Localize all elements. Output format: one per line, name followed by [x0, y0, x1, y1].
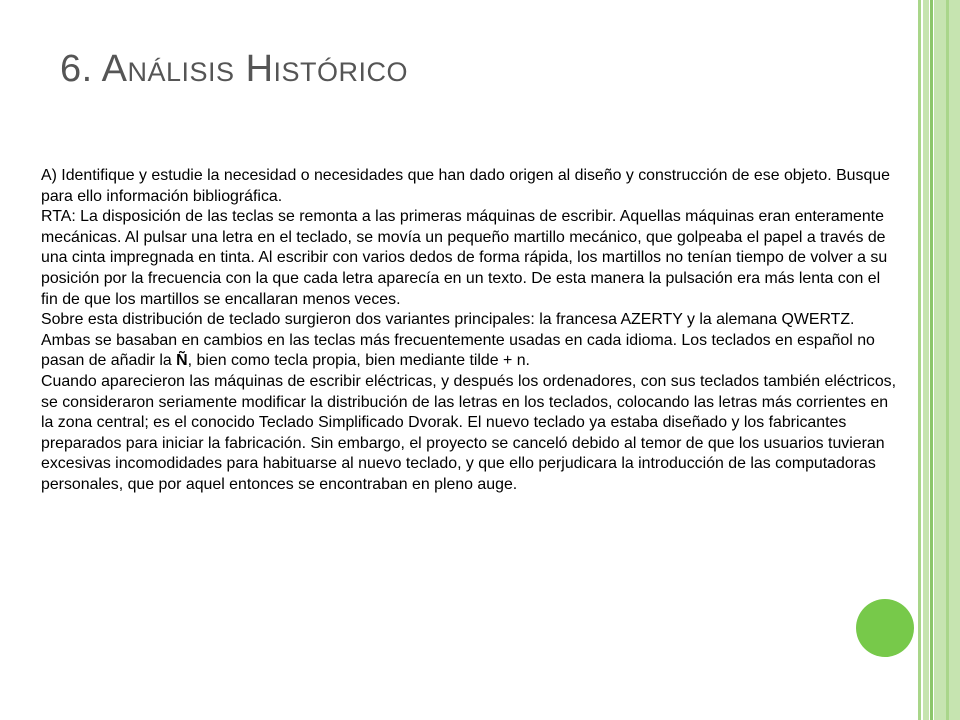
decorative-stripe [923, 0, 929, 720]
decorative-circle [856, 599, 914, 657]
answer-text: Sobre esta distribución de teclado surgieron dos variantes principales: la francesa AZERTY y la alemana QWERTZ. Ambas se basaban en cambios en las teclas más frecuentemente usadas en cada idioma. Los teclados en español no pasan de añadir la [41, 311, 875, 370]
decorative-stripe [930, 0, 933, 720]
answer-paragraph-dvorak: Cuando aparecieron las máquinas de escribir eléctricas, y después los ordenadores, con sus teclados también eléctricos, se consideraron seriamente modificar la distribución de las letras en los teclados, colocando las letras más corrientes en la zona central; es el conocido Teclado Simplificado Dvorak. El nuevo teclado ya estaba diseñado y los fabricantes preparados para iniciar la fabricación. Sin embargo, el proyecto se canceló debido al temor de que los usuarios tuvieran excesivas incomodidades para habituarse al nuevo teclado, y que ello perjudicara la introducción de las computadoras personales, que por aquel entonces se encontraban en pleno auge. [41, 372, 897, 493]
answer-paragraph: RTA: La disposición de las teclas se remonta a las primeras máquinas de escribir. Aquellas máquinas eran enteramente mecánicas. Al pulsar una letra en el teclado, se movía un pequeño martillo mecánico, que golpeaba el papel a través de una cinta impregnada en tinta. Al escribir con varios dedos de forma rápida, los martillos no tenían tiempo de volver a su posición por la frecuencia con la que cada letra aparecía en un texto. De esta manera la pulsación era más lenta con el fin de que los martillos se encallaran menos veces. [41, 208, 888, 308]
answer-text: , bien como tecla propia, bien mediante tilde + n. [187, 352, 530, 370]
answer-paragraph-variants [41, 310, 899, 372]
bold-letter: Ñ [176, 352, 188, 370]
slide-body [41, 166, 899, 496]
decorative-stripe [918, 0, 921, 720]
decorative-stripe [946, 0, 949, 720]
slide-title: 6. Análisis Histórico [60, 48, 409, 90]
question-paragraph: A) Identifique y estudie la necesidad o necesidades que han dado origen al diseño y construcción de ese objeto. Busque para ello información bibliográfica. [41, 167, 890, 205]
